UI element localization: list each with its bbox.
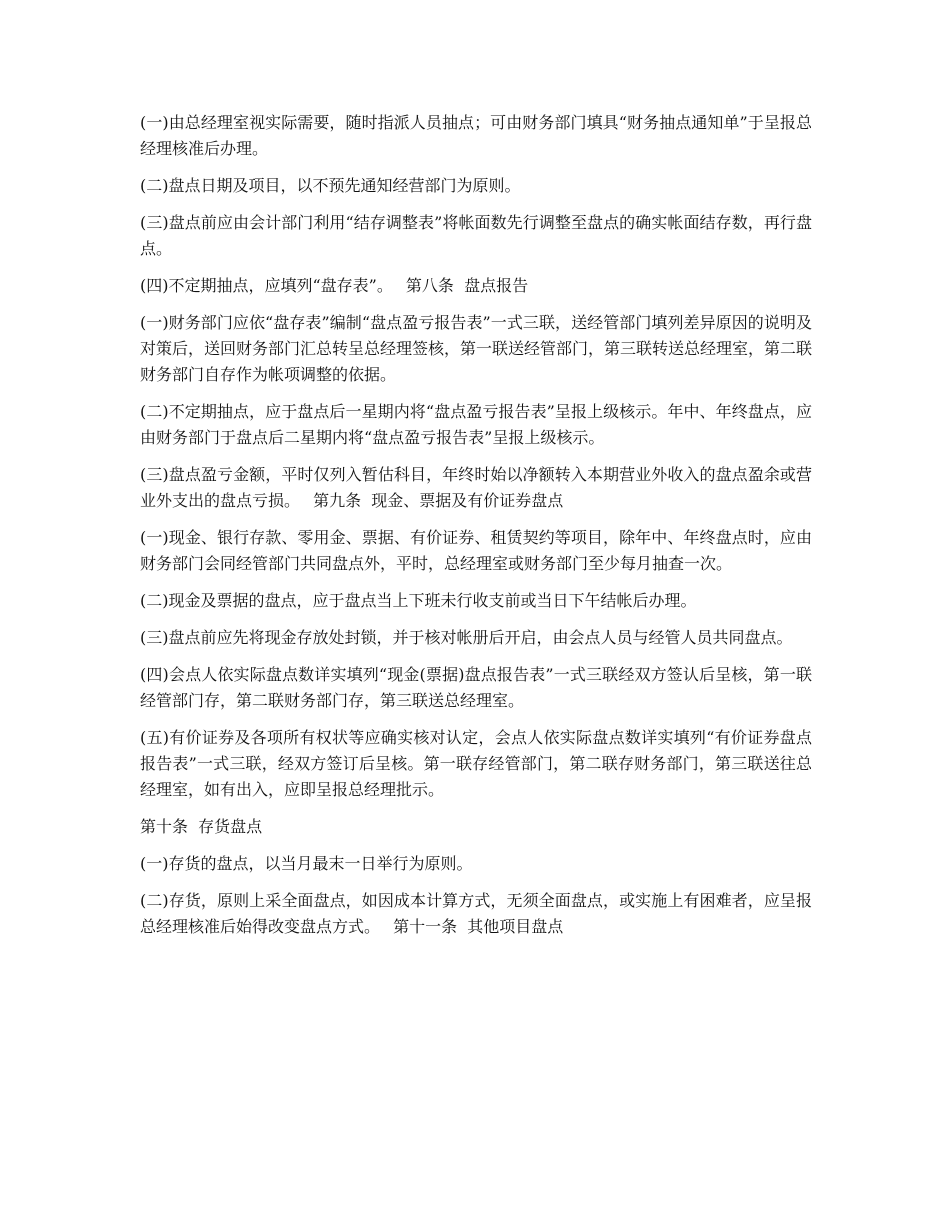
document-body [140, 110, 812, 951]
paragraph: (二)不定期抽点，应于盘点后一星期内将“盘点盈亏报告表”呈报上级核示。年中、年终盘点，应由财务部门于盘点后二星期内将“盘点盈亏报告表”呈报上级核示。 [140, 402, 812, 447]
paragraph: (二)现金及票据的盘点，应于盘点当上下班未行收支前或当日下午结帐后办理。 [140, 591, 697, 610]
section-heading: 第十条 存货盘点 [140, 817, 263, 836]
paragraph: (四)不定期抽点，应填列“盘存表”。 第八条 盘点报告 [140, 276, 529, 295]
paragraph: (二)存货，原则上采全面盘点，如因成本计算方式，无须全面盘点，或实施上有困难者，应呈报总经理核准后始得改变盘点方式。 第十一条 其他项目盘点 [140, 891, 812, 936]
paragraph: (一)由总经理室视实际需要，随时指派人员抽点；可由财务部门填具“财务抽点通知单”于呈报总经理核准后办理。 [140, 113, 812, 158]
paragraph: (三)盘点前应先将现金存放处封锁，并于核对帐册后开启，由会点人员与经管人员共同盘点。 [140, 628, 793, 647]
paragraph: (五)有价证券及各项所有权状等应确实核对认定，会点人依实际盘点数详实填列“有价证券盘点报告表”一式三联，经双方签订后呈核。第一联存经管部门，第二联存财务部门，第三联送往总经理室，如有出入，应即呈报总经理批示。 [140, 728, 812, 799]
paragraph: (二)盘点日期及项目，以不预先通知经营部门为原则。 [140, 176, 521, 195]
paragraph: (三)盘点盈亏金额，平时仅列入暂估科目，年终时始以净额转入本期营业外收入的盘点盈余或营业外支出的盘点亏损。 第九条 现金、票据及有价证券盘点 [140, 465, 812, 510]
paragraph: (三)盘点前应由会计部门利用“结存调整表”将帐面数先行调整至盘点的确实帐面结存数，再行盘点。 [140, 213, 812, 258]
paragraph: (一)存货的盘点，以当月最末一日举行为原则。 [140, 854, 473, 873]
paragraph: (一)财务部门应依“盘存表”编制“盘点盈亏报告表”一式三联，送经管部门填列差异原因的说明及对策后，送回财务部门汇总转呈总经理签核，第一联送经管部门，第三联转送总经理室，第二联财务部门自存作为帐项调整的依据。 [140, 313, 813, 384]
paragraph: (四)会点人依实际盘点数详实填列“现金(票据)盘点报告表”一式三联经双方签认后呈核，第一联经管部门存，第二联财务部门存，第三联送总经理室。 [140, 665, 812, 710]
paragraph: (一)现金、银行存款、零用金、票据、有价证券、租赁契约等项目，除年中、年终盘点时，应由财务部门会同经管部门共同盘点外，平时，总经理室或财务部门至少每月抽查一次。 [140, 528, 812, 573]
